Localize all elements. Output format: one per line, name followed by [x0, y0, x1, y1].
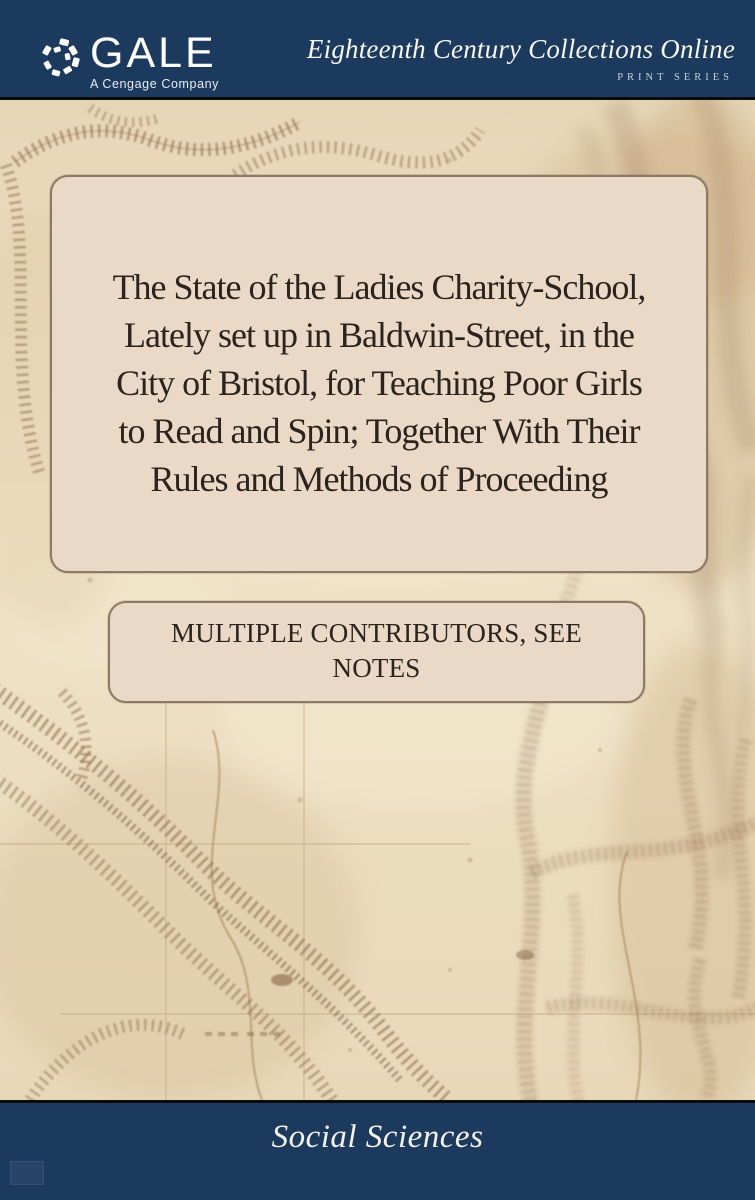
category-label: Social Sciences: [271, 1119, 484, 1155]
book-title-line: Lately set up in Baldwin-Street, in the: [124, 315, 634, 355]
series-subtitle: PRINT SERIES: [617, 72, 733, 83]
header-band: [0, 0, 755, 100]
title-panel: [50, 175, 708, 573]
gale-pinwheel-icon: [36, 30, 84, 86]
author-text: MULTIPLE CONTRIBUTORS, SEE NOTES: [171, 618, 582, 683]
series-title: Eighteenth Century Collections Online: [306, 34, 735, 64]
gale-logo: [36, 30, 219, 91]
brand-name: GALE: [90, 29, 217, 77]
book-title-line: The State of the Ladies Charity-School,: [112, 267, 646, 307]
book-title-line: Rules and Methods of Proceeding: [150, 459, 608, 499]
book-title-line: to Read and Spin; Together With Their: [118, 411, 640, 451]
brand-tagline: A Cengage Company: [90, 77, 220, 91]
footer-watermark: [10, 1161, 44, 1185]
book-title-line: City of Bristol, for Teaching Poor Girls: [116, 363, 642, 403]
footer-band: [0, 1100, 755, 1200]
author-panel: [108, 601, 645, 703]
